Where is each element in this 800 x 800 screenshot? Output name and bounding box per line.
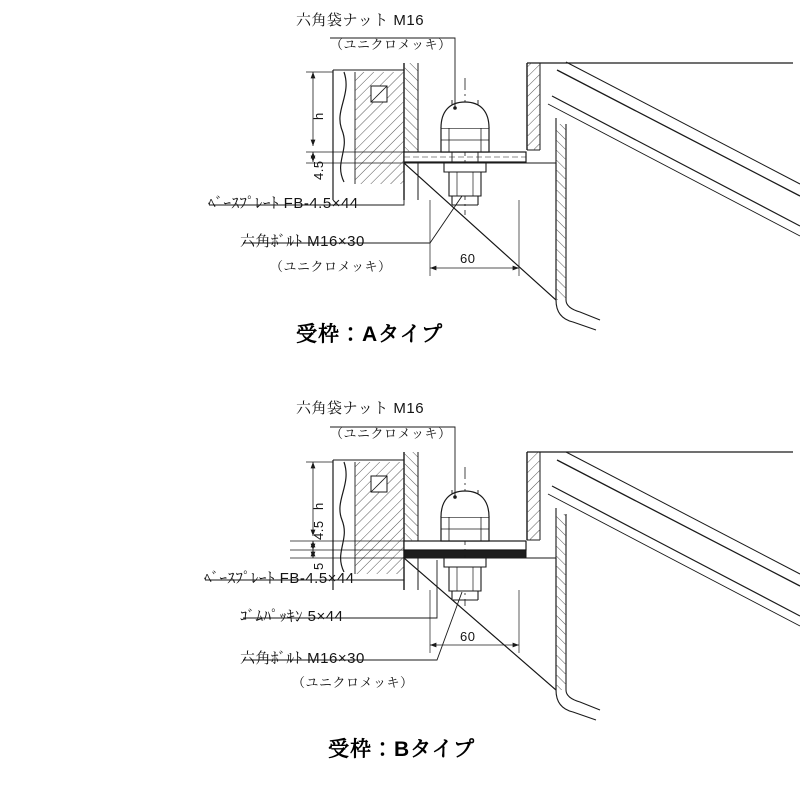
label-hex-bolt-sub-b: （ユニクロメッキ） bbox=[292, 675, 414, 690]
label-cap-nut-a: 六角袋ナット M16 bbox=[296, 12, 425, 29]
label-cap-nut-sub-b: （ユニクロメッキ） bbox=[330, 426, 452, 441]
dimension-h-a: h bbox=[311, 112, 326, 120]
label-base-plate-b: ﾍﾞｰｽﾌﾟﾚｰﾄ FB-4.5×44 bbox=[204, 570, 355, 587]
dimension-h-b: h bbox=[311, 502, 326, 510]
dimension-60-a: 60 bbox=[460, 251, 476, 266]
label-base-plate-a: ﾍﾞｰｽﾌﾟﾚｰﾄ FB-4.5×44 bbox=[208, 195, 359, 212]
label-rubber-packing-b: ｺﾞﾑﾊﾟｯｷﾝ 5×44 bbox=[240, 608, 344, 625]
dimension-plate-thickness-b: 4.5 bbox=[311, 520, 326, 540]
caption-type-b: 受枠：Bタイプ bbox=[328, 738, 476, 761]
figure-a-geometry bbox=[209, 38, 800, 330]
caption-type-a: 受枠：Aタイプ bbox=[296, 323, 444, 346]
dimension-packing-thickness-b: 5 bbox=[311, 562, 326, 570]
label-cap-nut-b: 六角袋ナット M16 bbox=[296, 400, 425, 417]
dimension-60-b: 60 bbox=[460, 629, 476, 644]
label-cap-nut-sub-a: （ユニクロメッキ） bbox=[330, 37, 452, 52]
label-hex-bolt-b: 六角ﾎﾞﾙﾄ M16×30 bbox=[240, 650, 365, 667]
label-hex-bolt-a: 六角ﾎﾞﾙﾄ M16×30 bbox=[240, 233, 365, 250]
dimension-plate-thickness-a: 4.5 bbox=[311, 160, 326, 180]
label-hex-bolt-sub-a: （ユニクロメッキ） bbox=[270, 259, 392, 274]
